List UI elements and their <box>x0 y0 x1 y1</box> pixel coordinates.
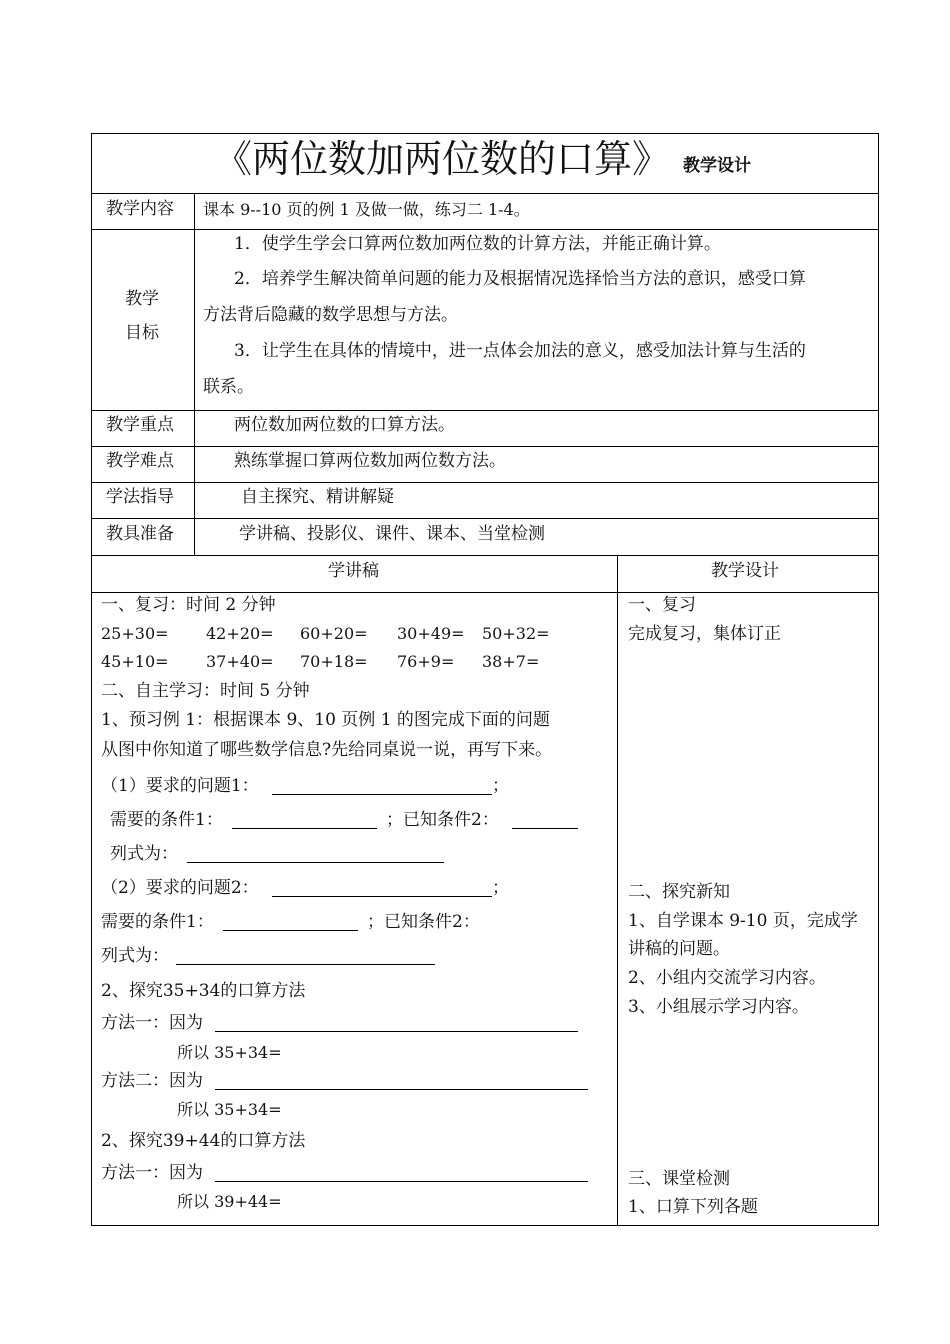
row-divider <box>91 410 879 411</box>
row-divider <box>91 555 879 556</box>
design-check-heading: 三、课堂检测 <box>628 1169 730 1189</box>
method-text: 自主探究、精讲解疑 <box>241 487 394 507</box>
q1-known-label: ；已知条件2： <box>386 810 499 830</box>
calc-item: 60+20= <box>300 624 368 643</box>
method1-label: 方法一：因为 <box>101 1013 203 1033</box>
self-study-heading: 二、自主学习：时间 5 分钟 <box>101 681 310 701</box>
page-title: 《两位数加两位数的口算》 <box>214 137 671 181</box>
focus-text: 两位数加两位数的口算方法。 <box>234 415 455 435</box>
method2-result: 所以 35+34= <box>177 1100 282 1119</box>
design-review-heading: 一、复习 <box>628 595 696 615</box>
calc-item: 30+49= <box>397 624 465 643</box>
calc-item: 50+32= <box>482 624 550 643</box>
column-divider <box>617 555 618 1225</box>
focus-label: 教学重点 <box>106 415 174 435</box>
goal-line: 3．让学生在具体的情境中，进一点体会加法的意义，感受加法计算与生活的 <box>234 341 806 361</box>
review-heading: 一、复习：时间 2 分钟 <box>101 595 276 615</box>
q1-formula-label: 列式为： <box>110 844 178 864</box>
q1-question-blank[interactable] <box>272 780 492 795</box>
row-divider <box>91 518 879 519</box>
goal-line: 联系。 <box>203 377 254 397</box>
tools-text: 学讲稿、投影仪、课件、课本、当堂检测 <box>239 524 545 544</box>
design-explore-item: 3、小组展示学习内容。 <box>628 997 809 1017</box>
row-divider <box>91 193 879 194</box>
design-explore-item: 2、小组内交流学习内容。 <box>628 968 826 988</box>
calc-item: 37+40= <box>206 652 274 671</box>
page-subtitle: 教学设计 <box>683 156 751 176</box>
calc-item: 25+30= <box>101 624 169 643</box>
goals-label-line2: 目标 <box>125 323 159 343</box>
method3-blank[interactable] <box>215 1167 588 1182</box>
content-label: 教学内容 <box>106 199 174 219</box>
difficulty-label: 教学难点 <box>106 451 174 471</box>
goals-label-line1: 教学 <box>125 289 159 309</box>
design-explore-item: 讲稿的问题。 <box>628 939 730 959</box>
method-label: 学法指导 <box>106 487 174 507</box>
calc-item: 38+7= <box>482 652 540 671</box>
tools-label: 教具准备 <box>106 524 174 544</box>
q2-known-label: ；已知条件2： <box>367 912 480 932</box>
method1-blank[interactable] <box>215 1017 578 1032</box>
goal-line: 方法背后隐藏的数学思想与方法。 <box>203 305 458 325</box>
row-divider <box>91 446 879 447</box>
design-check-item: 1、口算下列各题 <box>628 1197 758 1217</box>
calc-item: 76+9= <box>397 652 455 671</box>
calc-item: 42+20= <box>206 624 274 643</box>
difficulty-text: 熟练掌握口算两位数加两位数方法。 <box>234 451 506 471</box>
design-review-text: 完成复习，集体订正 <box>628 624 781 644</box>
method3-result: 所以 39+44= <box>177 1192 282 1211</box>
content-text: 课本 9--10 页的例 1 及做一做，练习二 1-4。 <box>203 200 530 219</box>
q2-formula-blank[interactable] <box>176 950 435 965</box>
q1-need-label: 需要的条件1： <box>110 810 223 830</box>
semicolon: ； <box>492 878 509 898</box>
method2-blank[interactable] <box>215 1075 588 1090</box>
explore-39-44-heading: 2、探究39+44的口算方法 <box>101 1131 306 1151</box>
calc-item: 70+18= <box>300 652 368 671</box>
q1-formula-blank[interactable] <box>187 848 444 863</box>
calc-item: 45+10= <box>101 652 169 671</box>
q2-formula-label: 列式为： <box>101 946 169 966</box>
q1-need-blank[interactable] <box>232 814 377 829</box>
explore-35-34-heading: 2、探究35+34的口算方法 <box>101 981 306 1001</box>
q2-question-label: （2）要求的问题2： <box>101 878 259 898</box>
label-column-divider <box>194 193 195 555</box>
q2-need-label: 需要的条件1： <box>101 912 214 932</box>
design-explore-item: 1、自学课本 9-10 页，完成学 <box>628 911 858 931</box>
method1-result: 所以 35+34= <box>177 1043 282 1062</box>
q2-need-blank[interactable] <box>223 916 358 931</box>
design-explore-heading: 二、探究新知 <box>628 882 730 902</box>
semicolon: ； <box>492 776 509 796</box>
lesson-plan-table <box>91 133 879 1226</box>
row-divider <box>91 592 879 593</box>
preview-instruction: 1、预习例 1：根据课本 9、10 页例 1 的图完成下面的问题 <box>101 710 550 730</box>
method3-label: 方法一：因为 <box>101 1163 203 1183</box>
q1-known-blank[interactable] <box>512 814 578 829</box>
goal-line: 2．培养学生解决简单问题的能力及根据情况选择恰当方法的意识，感受口算 <box>234 269 806 289</box>
info-prompt: 从图中你知道了哪些数学信息?先给同桌说一说，再写下来。 <box>101 740 553 760</box>
column-header-left: 学讲稿 <box>328 561 379 581</box>
row-divider <box>91 482 879 483</box>
q1-question-label: （1）要求的问题1： <box>101 776 259 796</box>
row-divider <box>91 229 879 230</box>
column-header-right: 教学设计 <box>711 561 779 581</box>
goal-line: 1．使学生学会口算两位数加两位数的计算方法，并能正确计算。 <box>234 234 721 254</box>
q2-question-blank[interactable] <box>272 882 492 897</box>
method2-label: 方法二：因为 <box>101 1071 203 1091</box>
